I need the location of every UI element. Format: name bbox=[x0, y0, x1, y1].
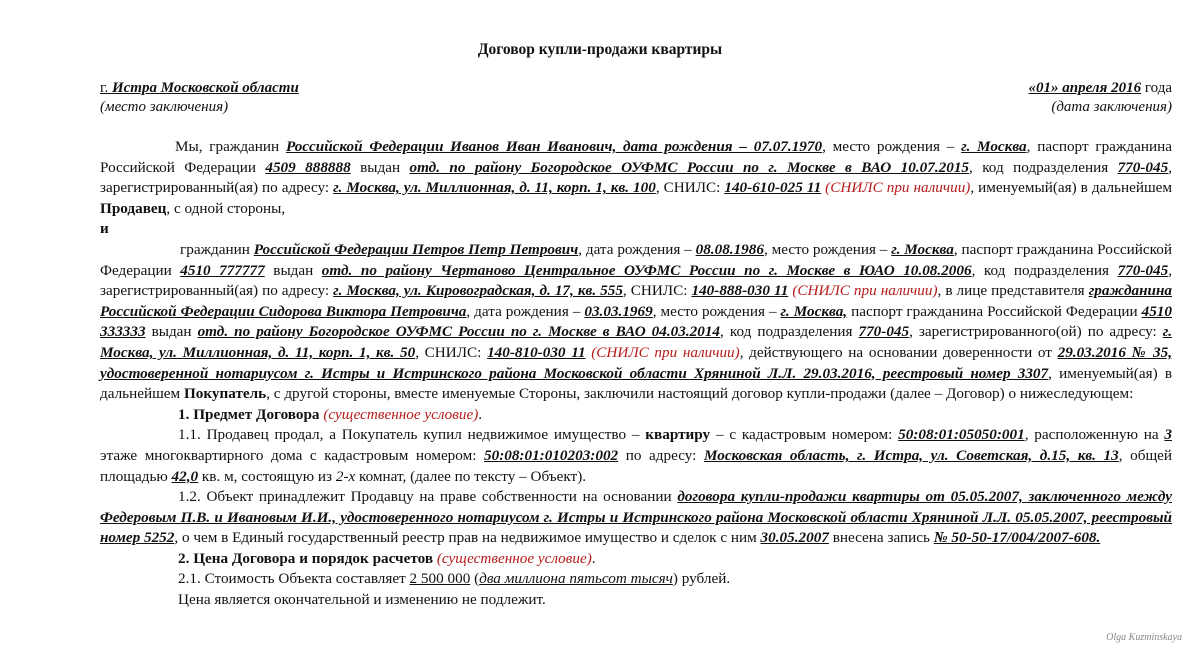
date-suffix: года bbox=[1141, 80, 1172, 96]
document-body bbox=[100, 137, 1172, 611]
place-of-signing bbox=[100, 80, 299, 97]
and-conjunction: и bbox=[100, 220, 109, 238]
section-1-heading: 1. Предмет Договора (существенное условие). bbox=[178, 405, 483, 423]
clause-2-1: 2.1. Стоимость Объекта составляет 2 500 000 (два миллиона пятьсот тысяч) рублей. bbox=[178, 570, 731, 588]
price-final-note: Цена является окончательной и изменению не подлежит. bbox=[178, 591, 546, 609]
seller-paragraph: Мы, гражданин Российской Федерации Иванов Иван Иванович, дата рождения – 07.07.1970, место рождения – г. Москва, паспорт гражданина Российской Федерации 4509 888888 выдан отд. по району Богородское ОУФМС России по г. Москве в ВАО 10.07.2015, код подразделения 770-045, зарегистрированный(ая) по адресу: г. Москва, ул. Миллионная, д. 11, корп. 1, кв. 100, СНИЛС: 140-610-025 11 (СНИЛС при наличии), именуемый(ая) в дальнейшем Продавец, с одной стороны, bbox=[100, 138, 1173, 217]
date-of-signing bbox=[1029, 80, 1172, 97]
place-value: Истра Московской области bbox=[111, 80, 299, 96]
buyer-paragraph: гражданин Российской Федерации Петров Петр Петрович, дата рождения – 08.08.1986, место рождения – г. Москва, паспорт гражданина Российской Федерации 4510 777777 выдан отд. по району Чертаново Центральное ОУФМС России по г. Москве в ЮАО 10.08.2006, код подразделения 770-045, зарегистрированный(ая) по адресу: г. Москва, ул. Кировоградская, д. 17, кв. 555, СНИЛС: 140-888-030 11 (СНИЛС при наличии), в лице представителя гражданина Российской Федерации Сидорова Виктора Петровича, дата рождения – 03.03.1969, место рождения – г. Москва, паспорт гражданина Российской Федерации 4510 333333 выдан отд. по району Богородское ОУФМС России по г. Москве в ВАО 04.03.2014, код подразделения 770-045, зарегистрированного(ой) по адресу: г. Москва, ул. Миллионная, д. 11, корп. 1, кв. 50, СНИЛС: 140-810-030 11 (СНИЛС при наличии), действующего на основании доверенности от 29.03.2016 № 35, удостоверенной нотариусом г. Истры и Истринского района Московской области Хряниной Л.Л. 29.03.2016, реестровый номер 3307, именуемый(ая) в дальнейшем Покупатель, с другой стороны, вместе именуемые Стороны, заключили настоящий договор купли-продажи (далее – Договор) о нижеследующем: bbox=[100, 240, 1173, 403]
document-title: Договор купли-продажи квартиры bbox=[477, 41, 723, 58]
date-day: «01» bbox=[1028, 80, 1059, 96]
date-month-year: апреля 2016 bbox=[1058, 80, 1142, 96]
clause-1-1: 1.1. Продавец продал, а Покупатель купил недвижимое имущество – квартиру – с кадастровым номером: 50:08:01:05050:001, расположенную на 3 этаже многоквартирного дома с кадастровым номером: 50:08:01:010203:002 по адресу: Московская область, г. Истра, ул. Советская, д.15, кв. 13, общей площадью 42,0 кв. м, состоящую из 2-х комнат, (далее по тексту – Объект). bbox=[100, 426, 1173, 485]
place-prefix: г. bbox=[100, 80, 112, 96]
watermark: Olga Kuzminskaya bbox=[1106, 632, 1182, 643]
date-caption: (дата заключения) bbox=[1051, 99, 1172, 115]
section-2-heading: 2. Цена Договора и порядок расчетов (существенное условие). bbox=[178, 549, 596, 567]
clause-1-2: 1.2. Объект принадлежит Продавцу на праве собственности на основании договора купли-продажи квартиры от 05.05.2007, заключенного между Федеровым П.В. и Ивановым И.И., удостоверенного нотариусом г. Истры и Истринского района Московской области Хряниной Л.Л. 05.05.2007, реестровый номер 5252, о чем в Единый государственный реестр прав на недвижимое имущество и сделок с ним 30.05.2007 внесена запись № 50-50-17/004/2007-608. bbox=[100, 488, 1172, 547]
place-caption: (место заключения) bbox=[100, 99, 229, 115]
